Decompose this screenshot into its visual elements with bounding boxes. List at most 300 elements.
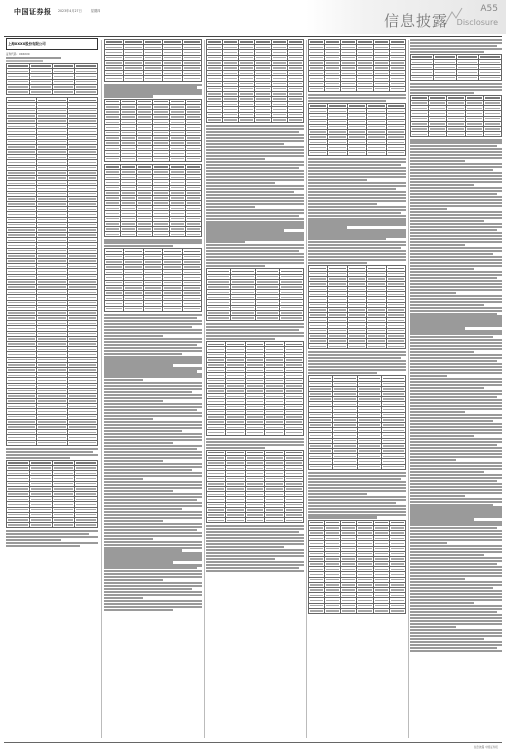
text-line xyxy=(206,259,304,261)
text-line xyxy=(206,444,304,446)
footer-rule xyxy=(4,742,502,743)
text-line xyxy=(104,445,202,447)
text-line xyxy=(410,560,502,562)
text-line xyxy=(206,161,304,163)
text-line xyxy=(308,188,396,190)
text-line xyxy=(104,532,202,534)
text-line xyxy=(410,429,502,431)
announcement-box xyxy=(6,38,98,50)
text-line xyxy=(410,241,502,243)
text-line xyxy=(410,366,502,368)
text-line xyxy=(104,529,197,531)
text-line xyxy=(6,542,98,544)
text-line xyxy=(410,635,502,637)
text-line xyxy=(104,341,202,343)
text-line xyxy=(410,396,497,398)
text-line xyxy=(410,363,502,365)
text-line xyxy=(308,508,406,510)
text-line xyxy=(206,332,304,334)
text-line xyxy=(410,184,474,186)
text-line xyxy=(104,415,202,417)
text-line xyxy=(308,259,406,261)
text-line xyxy=(206,235,304,237)
header-rule xyxy=(4,36,502,37)
text-line xyxy=(410,89,502,91)
text-line xyxy=(410,348,502,350)
text-line xyxy=(206,537,304,539)
text-line xyxy=(410,477,502,479)
text-line xyxy=(410,304,484,306)
text-line xyxy=(104,84,202,86)
text-line xyxy=(104,335,163,337)
text-line xyxy=(206,561,304,563)
text-line xyxy=(104,514,202,516)
text-line xyxy=(104,367,202,369)
text-line xyxy=(410,318,502,320)
text-line xyxy=(410,590,502,592)
text-line xyxy=(410,551,502,553)
text-line xyxy=(104,353,182,355)
text-line xyxy=(104,609,173,611)
text-line xyxy=(206,215,299,217)
text-line xyxy=(410,307,502,309)
text-line xyxy=(410,453,502,455)
text-line xyxy=(308,256,406,258)
text-line xyxy=(410,208,447,210)
text-line xyxy=(410,181,502,183)
text-line xyxy=(410,301,502,303)
text-line xyxy=(308,226,347,228)
text-line xyxy=(206,158,265,160)
text-line xyxy=(308,176,406,178)
stock-code: 证券代码：XXXXXX xyxy=(6,53,30,56)
text-line xyxy=(104,517,202,519)
text-line xyxy=(410,515,502,517)
text-line xyxy=(410,83,502,85)
text-line xyxy=(410,566,502,568)
text-line xyxy=(410,399,502,401)
text-line xyxy=(6,533,89,535)
text-line xyxy=(410,357,502,359)
text-line xyxy=(410,51,484,53)
text-line xyxy=(308,247,401,249)
text-line xyxy=(410,250,502,252)
text-line xyxy=(410,468,502,470)
text-line xyxy=(308,212,401,214)
text-line xyxy=(410,86,502,88)
text-line xyxy=(206,212,304,214)
text-line xyxy=(104,239,202,241)
balance-sheet-table xyxy=(6,97,98,446)
text-line xyxy=(206,244,304,246)
text-line xyxy=(308,158,406,160)
text-line xyxy=(410,492,502,494)
text-line xyxy=(410,629,502,631)
text-line xyxy=(410,432,502,434)
text-line xyxy=(410,509,502,511)
text-line xyxy=(6,57,61,59)
text-line xyxy=(410,381,502,383)
text-line xyxy=(308,206,406,208)
text-line xyxy=(410,169,493,171)
text-line xyxy=(206,247,304,249)
text-line xyxy=(410,310,502,312)
text-line xyxy=(410,501,502,503)
text-line xyxy=(308,250,406,252)
text-line xyxy=(104,323,202,325)
text-line xyxy=(410,644,502,646)
text-line xyxy=(410,172,502,174)
text-line xyxy=(410,342,502,344)
text-line xyxy=(410,148,502,150)
text-line xyxy=(410,480,497,482)
text-line xyxy=(410,160,465,162)
text-line xyxy=(308,232,406,234)
text-line xyxy=(308,496,406,498)
text-line xyxy=(308,262,367,264)
text-line xyxy=(410,157,502,159)
text-line xyxy=(410,456,502,458)
text-line xyxy=(206,194,304,196)
text-line xyxy=(410,489,502,491)
text-line xyxy=(206,170,304,172)
text-line xyxy=(410,211,502,213)
text-line xyxy=(206,552,304,554)
text-line xyxy=(206,232,304,234)
text-line xyxy=(308,218,406,220)
text-line xyxy=(206,155,304,157)
text-line xyxy=(206,329,299,331)
text-line xyxy=(206,540,304,542)
text-line xyxy=(308,357,401,359)
text-line xyxy=(104,469,192,471)
text-line xyxy=(410,444,497,446)
text-line xyxy=(206,558,275,560)
text-line xyxy=(206,441,304,443)
text-line xyxy=(308,514,406,516)
text-line xyxy=(410,256,502,258)
text-line xyxy=(410,142,502,144)
text-line xyxy=(206,173,304,175)
text-line xyxy=(6,457,70,459)
text-line xyxy=(308,475,406,477)
text-line xyxy=(206,146,304,148)
text-line xyxy=(206,241,245,243)
text-line xyxy=(206,223,304,225)
column-2 xyxy=(104,38,202,740)
text-line xyxy=(410,414,502,416)
data-table xyxy=(104,99,202,162)
text-line xyxy=(104,451,202,453)
text-line xyxy=(410,405,502,407)
text-line xyxy=(104,576,202,578)
text-line xyxy=(410,199,502,201)
text-line xyxy=(104,511,202,513)
text-line xyxy=(308,223,406,225)
text-line xyxy=(104,526,202,528)
text-line xyxy=(206,188,304,190)
text-line xyxy=(104,350,202,352)
text-line xyxy=(410,280,502,282)
text-line xyxy=(104,484,202,486)
text-line xyxy=(410,530,502,532)
text-line xyxy=(206,564,304,566)
text-line xyxy=(410,623,502,625)
text-line xyxy=(410,292,456,294)
text-line xyxy=(308,502,396,504)
text-line xyxy=(206,555,304,557)
text-line xyxy=(410,578,465,580)
text-line xyxy=(410,554,484,556)
text-line xyxy=(410,217,502,219)
text-line xyxy=(104,582,202,584)
text-line xyxy=(206,221,304,223)
financial-table xyxy=(6,63,98,95)
text-line xyxy=(410,438,502,440)
text-line xyxy=(410,327,465,329)
text-line xyxy=(410,462,502,464)
text-line xyxy=(206,197,304,199)
text-line xyxy=(6,451,93,453)
text-line xyxy=(104,591,202,593)
text-line xyxy=(410,339,502,341)
text-line xyxy=(410,345,502,347)
text-line xyxy=(410,220,484,222)
text-line xyxy=(206,203,304,205)
text-line xyxy=(104,460,163,462)
text-line xyxy=(410,298,502,300)
text-line xyxy=(104,442,173,444)
text-line xyxy=(308,366,406,368)
text-line xyxy=(410,557,502,559)
text-line xyxy=(410,262,502,264)
text-line xyxy=(206,534,304,536)
text-line xyxy=(104,552,202,554)
text-line xyxy=(308,235,406,237)
text-line xyxy=(206,229,284,231)
text-line xyxy=(410,605,502,607)
text-line xyxy=(308,253,406,255)
text-line xyxy=(410,512,502,514)
text-line xyxy=(104,329,202,331)
text-line xyxy=(308,354,406,356)
text-line xyxy=(410,411,465,413)
text-line xyxy=(6,545,80,547)
text-line xyxy=(410,548,502,550)
text-line xyxy=(104,427,202,429)
text-line xyxy=(104,314,202,316)
text-line xyxy=(410,536,502,538)
text-line xyxy=(104,448,197,450)
text-line xyxy=(410,569,502,571)
text-line xyxy=(104,475,202,477)
text-line xyxy=(410,593,502,595)
text-line xyxy=(104,338,202,340)
text-line xyxy=(206,253,304,255)
text-line xyxy=(104,400,163,402)
text-line xyxy=(410,283,502,285)
text-line xyxy=(104,376,202,378)
text-line xyxy=(410,447,502,449)
text-line xyxy=(206,335,304,337)
text-line xyxy=(104,242,202,244)
text-line xyxy=(410,163,502,165)
text-line xyxy=(410,223,502,225)
text-line xyxy=(308,487,406,489)
text-line xyxy=(308,185,406,187)
text-line xyxy=(104,379,143,381)
text-line xyxy=(104,430,182,432)
text-line xyxy=(410,229,497,231)
text-line xyxy=(104,344,197,346)
announcement-title: 上海XXXX股份有限公司 xyxy=(8,42,46,46)
issue-meta xyxy=(58,8,108,13)
text-line xyxy=(410,178,502,180)
text-line xyxy=(104,421,202,423)
cash-flow-table xyxy=(6,460,98,528)
text-line xyxy=(104,481,202,483)
text-line xyxy=(104,424,202,426)
text-line xyxy=(410,321,502,323)
text-line xyxy=(104,457,202,459)
text-line xyxy=(410,175,502,177)
text-line xyxy=(6,530,98,532)
text-line xyxy=(410,274,502,276)
text-line xyxy=(410,420,493,422)
text-line xyxy=(206,323,304,325)
text-line xyxy=(104,606,202,608)
text-line xyxy=(410,426,502,428)
data-table xyxy=(308,375,406,469)
text-line xyxy=(104,505,202,507)
text-line xyxy=(206,134,304,136)
text-line xyxy=(410,336,493,338)
text-line xyxy=(104,370,197,372)
text-line xyxy=(308,170,406,172)
text-line xyxy=(410,39,502,41)
text-line xyxy=(308,161,406,163)
text-line xyxy=(206,143,284,145)
text-line xyxy=(308,363,406,365)
text-line xyxy=(410,602,474,604)
text-line xyxy=(206,438,304,440)
text-line xyxy=(206,531,299,533)
text-line xyxy=(410,524,502,526)
text-line xyxy=(206,226,304,228)
text-line xyxy=(410,587,493,589)
text-line xyxy=(410,483,502,485)
text-line xyxy=(104,487,202,489)
text-line xyxy=(308,244,406,246)
text-line xyxy=(104,326,192,328)
page-header xyxy=(0,0,506,36)
text-line xyxy=(104,588,192,590)
text-line xyxy=(308,484,406,486)
text-line xyxy=(410,253,493,255)
text-line xyxy=(410,139,502,141)
text-line xyxy=(410,259,502,261)
text-line xyxy=(410,265,502,267)
text-line xyxy=(410,504,493,506)
text-line xyxy=(410,196,502,198)
text-line xyxy=(206,185,304,187)
data-table xyxy=(206,39,304,123)
text-line xyxy=(308,360,406,362)
text-line xyxy=(104,603,202,605)
text-line xyxy=(410,626,456,628)
text-line xyxy=(308,481,406,483)
text-line xyxy=(206,250,299,252)
text-line xyxy=(410,190,502,192)
text-line xyxy=(410,498,502,500)
text-line xyxy=(308,179,367,181)
text-line xyxy=(410,450,502,452)
text-line xyxy=(308,241,406,243)
text-line xyxy=(410,647,497,649)
text-line xyxy=(206,262,304,264)
text-line xyxy=(206,546,284,548)
text-line xyxy=(410,289,502,291)
text-line xyxy=(104,523,202,525)
text-line xyxy=(410,614,502,616)
text-line xyxy=(308,173,406,175)
text-line xyxy=(410,617,502,619)
text-line xyxy=(410,354,502,356)
text-line xyxy=(308,372,377,374)
text-line xyxy=(206,200,304,202)
text-line xyxy=(206,543,304,545)
text-line xyxy=(104,86,197,88)
text-line xyxy=(104,245,173,247)
text-line xyxy=(308,490,406,492)
text-line xyxy=(410,277,497,279)
text-line xyxy=(104,463,202,465)
text-line xyxy=(206,182,275,184)
text-line xyxy=(410,402,502,404)
text-line xyxy=(410,187,502,189)
text-line xyxy=(410,638,484,640)
text-line xyxy=(410,572,502,574)
text-line xyxy=(410,92,474,94)
issue-weekday: 星期四 xyxy=(90,9,101,13)
text-line xyxy=(410,205,502,207)
text-line xyxy=(410,42,502,44)
text-line xyxy=(206,256,304,258)
text-line xyxy=(410,575,502,577)
text-line xyxy=(104,403,202,405)
section-subtitle: Disclosure xyxy=(456,18,498,27)
data-table xyxy=(206,450,304,524)
text-line xyxy=(410,632,502,634)
text-line xyxy=(410,333,502,335)
text-line xyxy=(308,197,406,199)
text-line xyxy=(308,94,406,96)
text-line xyxy=(104,496,202,498)
text-line xyxy=(206,525,304,527)
text-line xyxy=(104,555,202,557)
text-line xyxy=(410,378,502,380)
text-line xyxy=(410,351,474,353)
text-line xyxy=(104,439,202,441)
text-line xyxy=(308,478,401,480)
text-line xyxy=(104,382,202,384)
text-line xyxy=(104,541,202,543)
text-line xyxy=(410,247,502,249)
text-line xyxy=(410,408,502,410)
data-table xyxy=(104,164,202,238)
text-line xyxy=(410,596,502,598)
text-line xyxy=(206,137,304,139)
